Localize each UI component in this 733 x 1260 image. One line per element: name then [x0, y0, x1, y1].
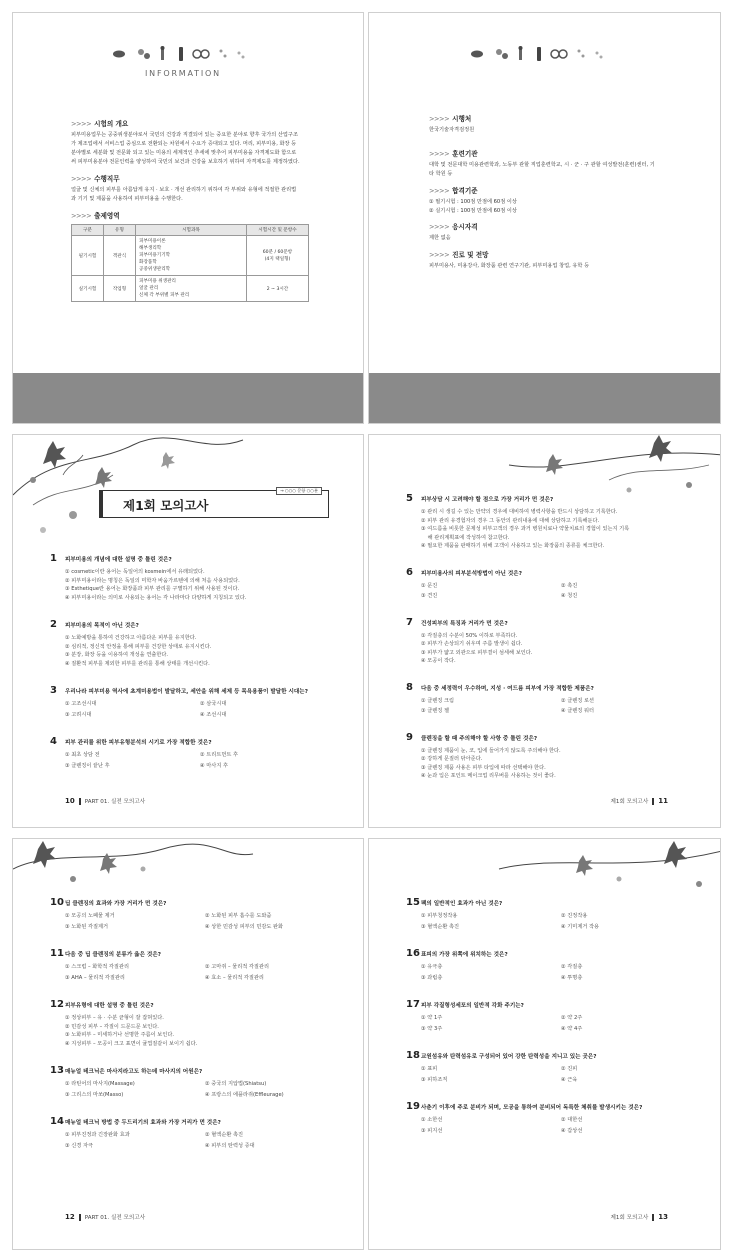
answer-option[interactable]: ③ 신경 자극 — [65, 1142, 93, 1149]
question-block — [50, 1116, 345, 1150]
answer-option[interactable]: ① 약 1주 — [421, 1015, 443, 1021]
question-number: 16 — [406, 948, 420, 959]
question-text: 다음 중 세정력이 우수하며, 지성 · 여드름 피부에 가장 적합한 제품은? — [421, 685, 594, 692]
qualification-section — [429, 221, 699, 243]
answer-options — [421, 963, 701, 982]
answer-options — [421, 697, 701, 716]
question-column — [406, 493, 701, 797]
question-text: 매뉴얼 테크닉 방법 중 두드리기의 효과와 가장 거리가 먼 것은? — [65, 1120, 221, 1126]
training-section — [429, 148, 699, 179]
answer-option[interactable]: ① 피부청정작용 — [421, 913, 458, 919]
question-number: 1 — [50, 553, 57, 564]
question-number: 18 — [406, 1050, 420, 1061]
answer-option[interactable]: ① 유극층 — [421, 964, 443, 970]
duties-section — [71, 173, 327, 204]
question-head — [406, 493, 701, 504]
page-footer — [610, 1213, 668, 1221]
answer-option[interactable]: ③ 그리스의 마쏘(Masso) — [65, 1091, 124, 1098]
subject: 피부미용 위생관리 — [139, 279, 176, 284]
answer-option[interactable]: ① 고조선시대 — [65, 701, 97, 707]
cosmetics-icon-row — [111, 43, 251, 65]
footer-divider — [652, 1214, 654, 1221]
overview-title: 시험의 개요 — [94, 120, 129, 128]
question-head — [50, 736, 335, 747]
answer-option[interactable]: ② 강하게 문질러 닦아준다. — [421, 756, 483, 762]
answer-option[interactable]: ③ 노화피부 – 미세하거나 선명한 주름이 보인다. — [65, 1032, 174, 1038]
question-text: 피부 관리를 위한 피부유형분석의 시기로 가장 적합한 것은? — [65, 740, 212, 746]
table-header-row — [72, 225, 309, 236]
footer-chapter: 제1회 모의고사 — [610, 1215, 649, 1221]
question-head — [50, 553, 335, 564]
question-head — [406, 1050, 701, 1061]
answer-option[interactable]: ② 각질층 — [561, 964, 583, 970]
question-head — [406, 948, 701, 959]
org-line: 한국기술자격검정원 — [429, 127, 475, 133]
table-cell: 객관식 — [104, 236, 136, 276]
arrow-icon: >>>> — [71, 212, 92, 220]
question-number: 10 — [50, 897, 64, 908]
answer-option[interactable]: ④ 피부의 탄력성 증대 — [205, 1142, 255, 1149]
exam-page-13 — [368, 838, 721, 1250]
answer-option[interactable]: ② 노화된 피부 흡수를 도와줌 — [205, 913, 272, 919]
answer-option[interactable]: ① 노화예방을 통하여 건강하고 아름다운 피부를 유지한다. — [65, 635, 197, 641]
answer-option[interactable]: ② 피부미용이라는 명칭은 독일의 미학자 바움가르텐에 의해 처음 사용되었다. — [65, 577, 240, 584]
answer-option[interactable]: ④ 상한 민감성 피부의 민감도 완화 — [205, 923, 284, 930]
exam-page-10 — [12, 434, 364, 828]
overview-line: 분야별로 세분화 및 전문화 되고 있는 미용의 세계적인 추세에 맞추어 피부미용을 자격제도화 함으로 — [71, 150, 297, 156]
answer-options — [421, 1116, 701, 1135]
answer-option[interactable]: ① 피부진정과 긴장완화 효과 — [65, 1132, 130, 1138]
question-block — [50, 736, 335, 770]
training-line: 타 학원 등 — [429, 171, 453, 177]
floral-vine-decoration — [369, 839, 721, 899]
answer-option[interactable]: ④ 프랑스의 에플라쥐(Effleurage) — [205, 1091, 284, 1098]
duties-line: 과 기기 및 제품을 사용하여 피부미용을 수행한다. — [71, 196, 183, 202]
answer-option[interactable]: ② 약 2주 — [561, 1015, 583, 1021]
answer-options — [421, 747, 701, 781]
answer-options — [421, 1014, 701, 1033]
answer-option[interactable]: ② 진정작용 — [561, 913, 588, 919]
question-column — [406, 897, 701, 1152]
answer-option[interactable]: ③ 피지선 — [421, 1127, 443, 1134]
question-column — [50, 897, 345, 1167]
arrow-icon: >>>> — [429, 251, 450, 259]
question-head — [406, 681, 701, 693]
question-number: 3 — [50, 685, 57, 696]
subject: 신체 각 부위별 피부 관리 — [139, 293, 190, 298]
overview-line: 써 피부미용분야 전문인력을 양성하여 국민의 보건과 건강을 보호하기 위하여 자격제도를 제정하였다. — [71, 159, 300, 165]
answer-option[interactable]: ① 관리 시 생길 수 있는 만약의 경우에 대비하여 병력사항을 반드시 상담하고 기록한다. — [421, 509, 618, 515]
question-column — [50, 553, 335, 787]
exam-area-title: 출제영역 — [94, 212, 120, 220]
question-text: 피부미용의 개념에 대한 설명 중 틀린 것은? — [65, 557, 172, 563]
answer-option[interactable]: ② 중국의 지압법(Shiatsu) — [205, 1081, 267, 1087]
floral-vine-decoration — [13, 839, 364, 899]
question-head — [50, 619, 335, 630]
answer-option[interactable]: ④ 근육 — [561, 1076, 578, 1083]
page-footer — [65, 797, 145, 805]
answer-option[interactable]: ① 라틴어의 마사지(Massage) — [65, 1081, 135, 1087]
question-block — [50, 948, 345, 982]
career-line: 피부미용사, 미용강사, 화장품 관련 연구기관, 피부미용업 창업, 유학 등 — [429, 263, 590, 269]
answer-option[interactable]: ① 소한선 — [421, 1117, 443, 1123]
answer-options — [421, 1065, 701, 1084]
table-cell: 작업형 — [104, 276, 136, 302]
org-title: 시행처 — [452, 115, 472, 123]
table-cell — [247, 236, 309, 276]
question-block — [406, 999, 701, 1033]
career-title: 진로 및 전망 — [452, 251, 489, 259]
question-head — [50, 897, 345, 908]
gray-band — [369, 373, 721, 424]
answer-option[interactable]: ③ 약 3주 — [421, 1025, 443, 1032]
question-number: 19 — [406, 1101, 420, 1112]
page-number: 12 — [65, 1213, 75, 1221]
question-block — [406, 948, 701, 982]
answer-options — [65, 963, 345, 982]
answer-option[interactable]: ③ 클렌징 젤 — [421, 708, 449, 714]
question-text: 교원섬유와 탄력섬유로 구성되어 있어 강한 탄력성을 지니고 있는 곳은? — [421, 1054, 597, 1060]
question-block — [406, 566, 701, 601]
question-head — [406, 999, 701, 1010]
duties-line: 얼굴 및 신체의 피부를 아름답게 유지 · 보호 · 개선 관리하기 위하여 각 부위와 유형에 적절한 관리법 — [71, 187, 297, 193]
table-cell: 필기시험 — [72, 236, 104, 276]
answer-option[interactable]: ① 모공의 노폐물 제거 — [65, 913, 115, 919]
answer-option[interactable]: ① 스크럽 – 화학적 각질관리 — [65, 964, 129, 970]
answer-option[interactable]: ① 각질층의 수분이 50% 이하로 부족하다. — [421, 632, 518, 639]
question-number: 6 — [406, 566, 413, 578]
question-head — [406, 731, 701, 743]
answer-option[interactable]: ① 최초 상담 전 — [65, 752, 100, 758]
answer-option[interactable]: ③ 과립층 — [421, 974, 443, 981]
answer-options — [421, 912, 701, 931]
footer-divider — [79, 1214, 81, 1221]
answer-option[interactable]: ① 클렌징 제품이 눈, 코, 입에 들어가지 않도록 주의해야 한다. — [421, 747, 561, 754]
answer-option[interactable]: ② 심리적, 정신적 안정을 통해 피부를 건강한 상태로 유지시킨다. — [65, 643, 212, 650]
answer-options — [65, 1080, 345, 1099]
arrow-icon: >>>> — [429, 115, 450, 123]
question-number: 7 — [406, 616, 413, 628]
overview-line: 피부미용업무는 공중위생분야로서 국민의 건강과 직결되어 있는 중요한 분야로 향후 국가의 산업구조 — [71, 132, 298, 138]
exam-page-12 — [12, 838, 364, 1250]
answer-option[interactable]: ③ 피하조직 — [421, 1076, 448, 1083]
question-block — [50, 553, 335, 602]
table-header: 유형 — [104, 225, 136, 236]
answer-option[interactable]: ② 피부 관리 유경험자의 경우 그 동안의 관리내용에 대해 상담하고 기록해둔다. — [421, 517, 600, 524]
pass-section — [429, 185, 699, 216]
question-block — [406, 1101, 701, 1135]
answer-option[interactable]: ① 정상피부 – 유 · 수분 균형이 잘 잡혀있다. — [65, 1015, 164, 1021]
question-block — [50, 999, 345, 1048]
table-cell: 2 ~ 3시간 — [247, 276, 309, 302]
subject: 피부미용이론 — [139, 239, 166, 244]
page-footer — [65, 1213, 145, 1221]
question-block — [406, 1050, 701, 1084]
question-number: 13 — [50, 1065, 64, 1076]
page-number: 10 — [65, 797, 75, 805]
question-text: 피부 각질형성세포의 일반적 각화 주기는? — [421, 1003, 524, 1009]
answer-option[interactable]: ② 민감성 피부 – 각질이 드문드문 보인다. — [65, 1023, 159, 1030]
gray-band — [13, 373, 364, 424]
question-text: 건성피부의 특징과 거리가 먼 것은? — [421, 620, 508, 627]
footer-part: PART 01. 실전 모의고사 — [84, 799, 146, 805]
info-page-right — [368, 12, 721, 424]
answer-option[interactable]: ④ 지성피부 – 모공이 크고 표면이 귤껍질같이 보이기 쉽다. — [65, 1040, 198, 1047]
question-text: 표피의 가장 위쪽에 위치하는 것은? — [421, 952, 508, 958]
question-number: 15 — [406, 897, 420, 908]
question-number: 9 — [406, 731, 413, 743]
answer-option[interactable]: ② 진피 — [561, 1066, 578, 1072]
information-header: INFORMATION — [145, 69, 221, 78]
answer-option[interactable]: ④ 기미제거 작용 — [561, 923, 600, 930]
answer-option[interactable]: ④ 클렌징 워터 — [561, 708, 595, 714]
question-text: 우리나라 피부미용 역사에 초계미용법이 발달하고, 세안을 위해 세제 등 목욕용품이 발달한 시대는? — [65, 689, 308, 695]
question-text: 피부미용의 목적이 아닌 것은? — [65, 623, 139, 629]
answer-option[interactable]: ④ 조선시대 — [200, 711, 227, 718]
question-block — [50, 897, 345, 931]
exam-area-section — [71, 210, 325, 302]
question-block — [406, 616, 701, 666]
answer-option[interactable]: ④ 모공이 작다. — [421, 658, 456, 664]
question-head — [406, 897, 701, 908]
qualification-title: 응시자격 — [452, 223, 478, 231]
subject: 화장품학 — [139, 260, 157, 265]
answer-option[interactable]: ① 클렌징 크림 — [421, 697, 455, 704]
pass-line: ② 실기시험 : 100점 만점에 60점 이상 — [429, 208, 517, 214]
footer-part: PART 01. 실전 모의고사 — [84, 1215, 146, 1221]
answer-option[interactable]: ② 피부가 손상되기 쉬우며 주름 발생이 쉽다. — [421, 641, 523, 647]
answer-option[interactable]: ④ 청진 — [561, 593, 578, 599]
arrow-icon: >>>> — [71, 175, 92, 183]
question-number: 4 — [50, 736, 57, 747]
career-section — [429, 249, 699, 271]
table-row — [72, 236, 309, 276]
question-number: 12 — [50, 999, 64, 1010]
answer-option[interactable]: ④ 필요한 제품을 판매하기 위해 고객이 사용하고 있는 화장품의 종류를 체크한다. — [421, 543, 605, 549]
answer-option[interactable]: ① cosmetic이란 용어는 독일어의 kosmein에서 유래되었다. — [65, 569, 205, 575]
answer-option[interactable]: ③ 견진 — [421, 593, 438, 599]
question-head — [406, 616, 701, 628]
question-text: 다음 중 딥 클렌징의 분류가 옳은 것은? — [65, 952, 161, 958]
time-text: (4지 택일형) — [264, 256, 291, 262]
arrow-icon: >>>> — [71, 120, 92, 128]
qualification-line: 제한 없음 — [429, 235, 451, 241]
answer-option[interactable]: ③ 여드름을 비롯한 문제성 피부고객의 경우 과거 병원치료나 약물치료의 경험이 있는지 기록 — [421, 526, 630, 532]
subject: 피부미용기기학 — [139, 253, 171, 258]
question-head — [50, 999, 345, 1010]
answer-option[interactable]: ① 문진 — [421, 582, 438, 589]
info-page-left — [12, 12, 364, 424]
table-row — [72, 276, 309, 302]
question-block — [50, 685, 335, 719]
answer-options — [65, 634, 335, 668]
answer-option[interactable]: ③ 분장, 화장 등을 이용하여 개성을 연출한다. — [65, 652, 169, 658]
question-text: 딥 클렌징의 효과와 가장 거리가 먼 것은? — [65, 901, 167, 907]
answer-option[interactable]: ④ 피부미용이라는 의미로 사용되는 용어는 각 나라마다 다양하게 지칭되고 있다. — [65, 594, 247, 601]
footer-divider — [79, 798, 81, 805]
question-text: 피부미용사의 피부분석방법이 아닌 것은? — [421, 570, 522, 577]
answer-option[interactable]: ② 혈액순환 촉진 — [205, 1132, 244, 1138]
answer-option[interactable]: ④ 마사지 후 — [200, 762, 228, 769]
question-number: 11 — [50, 948, 64, 959]
question-number: 8 — [406, 681, 413, 693]
answer-option[interactable]: ② 촉진 — [561, 582, 578, 589]
answer-options — [65, 751, 335, 770]
answer-options — [421, 508, 701, 551]
question-head — [406, 1101, 701, 1112]
answer-option[interactable]: ② 트리트먼트 후 — [200, 752, 239, 758]
page-number: 11 — [658, 797, 668, 805]
exam-area-table — [71, 224, 309, 302]
answer-option[interactable]: ④ 효소 – 물리적 각질관리 — [205, 974, 264, 981]
question-head — [50, 948, 345, 959]
question-number: 14 — [50, 1116, 64, 1127]
question-head — [50, 685, 335, 696]
footer-divider — [652, 798, 654, 805]
overview-section — [71, 118, 327, 167]
table-cell — [136, 236, 247, 276]
question-number: 5 — [406, 493, 413, 504]
pass-title: 합격기준 — [452, 187, 478, 195]
arrow-icon: >>>> — [429, 223, 450, 231]
answer-option[interactable]: ④ 갑상선 — [561, 1127, 583, 1134]
table-cell — [136, 276, 247, 302]
answer-option[interactable]: ③ 노화된 각질제거 — [65, 923, 109, 930]
answer-option[interactable]: ④ 질환적 피부를 제외한 피부를 관리를 통해 상태를 개선시킨다. — [65, 660, 210, 667]
answer-options — [65, 700, 335, 719]
table-header: 시험과목 — [136, 225, 247, 236]
question-block — [50, 1065, 345, 1099]
answer-option[interactable]: ④ 눈과 입은 포인트 메이크업 리무버를 사용하는 것이 좋다. — [421, 773, 556, 779]
question-text: 매뉴얼 테크닉은 마사지라고도 하는데 마사지의 어원은? — [65, 1069, 203, 1075]
answer-option[interactable]: ③ AHA – 물리적 각질관리 — [65, 974, 125, 981]
chapter-title: 제1회 모의고사 — [123, 498, 209, 513]
answer-option[interactable]: ② 삼국시대 — [200, 701, 227, 707]
answer-option[interactable]: ④ 약 4주 — [561, 1025, 583, 1032]
question-block — [406, 493, 701, 551]
question-block — [406, 681, 701, 716]
footer-chapter: 제1회 모의고사 — [610, 799, 649, 805]
answer-option[interactable]: ② 대한선 — [561, 1117, 583, 1123]
answer-option[interactable]: ② 클렌징 로션 — [561, 697, 595, 704]
subject: 해부생리학 — [139, 246, 162, 251]
question-number: 17 — [406, 999, 420, 1010]
time-text: 60분 / 60문항 — [262, 249, 293, 255]
question-text: 클렌징을 할 때 주의해야 할 사항 중 틀린 것은? — [421, 735, 538, 742]
question-text: 팩의 일반적인 효과가 아닌 것은? — [421, 901, 503, 907]
arrow-icon: >>>> — [429, 150, 450, 158]
training-line: 대학 및 전문대학 미용관련학과, 노동부 관할 직업훈련학교, 시 · 군 · 구 관할 여성발전(훈련)센터, 기 — [429, 162, 655, 168]
answer-option[interactable]: ③ 고려시대 — [65, 711, 92, 718]
answer-option[interactable]: 해 관리계획표에 작성하여 참고한다. — [421, 534, 510, 541]
page-footer — [610, 797, 668, 805]
table-header: 시험시간 및 문항수 — [247, 225, 309, 236]
answer-option[interactable]: ① 표피 — [421, 1066, 438, 1072]
header-ornament — [469, 43, 609, 65]
question-block — [50, 619, 335, 668]
question-text: 피부유형에 대한 설명 중 틀린 것은? — [65, 1003, 154, 1009]
table-header: 구분 — [72, 225, 104, 236]
training-title: 훈련기관 — [452, 150, 478, 158]
answer-options — [65, 1014, 345, 1048]
question-head — [50, 1116, 345, 1127]
answer-option[interactable]: ③ 클렌징이 끝난 후 — [65, 762, 110, 769]
page-number: 13 — [658, 1213, 668, 1221]
cosmetics-icon-row — [469, 43, 609, 65]
arrow-icon: >>>> — [429, 187, 450, 195]
exam-page-11 — [368, 434, 721, 828]
question-number: 2 — [50, 619, 57, 630]
answer-option[interactable]: ③ 피부가 얇고 외관으로 피부결이 섬세해 보인다. — [421, 649, 533, 656]
question-block — [406, 897, 701, 931]
answer-options — [421, 632, 701, 666]
subject: 얼굴 관리 — [139, 286, 159, 291]
header-ornament — [111, 43, 251, 65]
question-head — [406, 566, 701, 578]
duties-title: 수행직무 — [94, 175, 120, 183]
table-cell: 실기시험 — [72, 276, 104, 302]
answer-options — [421, 582, 701, 601]
chapter-subtitle-box — [276, 487, 322, 495]
overview-line: 가 제조업에서 서비스업 중심으로 전환되는 차원에서 수요가 증대되고 있다. 머리, 피부미용, 화장 등 — [71, 141, 297, 147]
answer-option[interactable]: ④ 투명층 — [561, 974, 583, 981]
answer-option[interactable]: ③ 클렌징 제품 사용은 피부 타입에 따라 선택해야 한다. — [421, 764, 546, 771]
subject: 공중위생관리학 — [139, 267, 171, 272]
chapter-banner — [99, 490, 329, 518]
pass-line: ① 필기시험 : 100점 만점에 60점 이상 — [429, 199, 517, 205]
answer-options — [65, 1131, 345, 1150]
org-section — [429, 113, 699, 135]
question-text: 피부상담 시 고려해야 할 점으로 가장 거리가 먼 것은? — [421, 497, 554, 503]
question-text: 사춘기 이후에 주로 분비가 되며, 모공을 통하여 분비되어 독특한 체취를 발생시키는 것은? — [421, 1105, 643, 1111]
answer-option[interactable]: ② 고마쥐 – 물리적 각질관리 — [205, 964, 269, 970]
answer-options — [65, 568, 335, 602]
question-head — [50, 1065, 345, 1076]
answer-options — [65, 912, 345, 931]
chapter-subtitle: → ○○○ 문항 ○○분 — [280, 488, 318, 493]
question-block — [406, 731, 701, 781]
answer-option[interactable]: ③ Esthetique란 용어는 화장품과 피부 관리를 구별하기 위해 사용된 것이다. — [65, 586, 240, 592]
answer-option[interactable]: ③ 혈액순환 촉진 — [421, 923, 460, 930]
